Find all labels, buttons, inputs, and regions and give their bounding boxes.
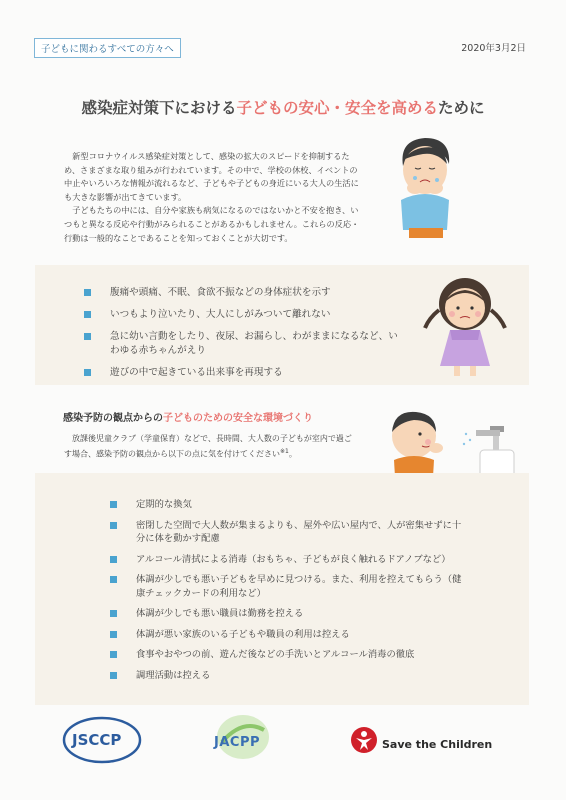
save-the-children-logo-icon bbox=[350, 726, 378, 754]
title-highlight: 子どもの安心・安全を高める bbox=[236, 99, 438, 117]
list-item: 密閉した空間で大人数が集まるよりも、屋外や広い屋内で、人が密集せずに十分に体を動かす配慮 bbox=[110, 519, 470, 546]
list-item: 体調が少しでも悪い子どもを早めに見つける。また、利用を控えてもらう（健康チェックカードの利用など） bbox=[110, 573, 470, 600]
list-item: 体調が少しでも悪い職員は勤務を控える bbox=[110, 607, 470, 621]
title-post: ために bbox=[438, 99, 485, 117]
section2-heading: 感染予防の観点からの子どものための安全な環境づくり bbox=[63, 413, 313, 424]
document-date: 2020年3月2日 bbox=[461, 43, 526, 54]
audience-tag: 子どもに関わるすべての方々へ bbox=[34, 38, 181, 58]
bullet-square-icon bbox=[84, 369, 91, 376]
jacpp-logo-text: JACPP bbox=[214, 735, 260, 750]
save-the-children-logo-text: Save the Children bbox=[382, 738, 493, 751]
bullet-square-icon bbox=[110, 522, 117, 529]
bullet-square-icon bbox=[110, 576, 117, 583]
list-item: 調理活動は控える bbox=[110, 669, 470, 683]
bullet-square-icon bbox=[84, 311, 91, 318]
list-item: いつもより泣いたり、大人にしがみついて離れない bbox=[84, 308, 404, 322]
sad-girl-illustration bbox=[420, 270, 510, 380]
footnote-mark: ※1 bbox=[280, 448, 289, 455]
list-item: 遊びの中で起きている出来事を再現する bbox=[84, 366, 404, 380]
measures-list bbox=[110, 498, 470, 689]
bullet-square-icon bbox=[110, 672, 117, 679]
intro-paragraph-1: 新型コロナウイルス感染症対策として、感染の拡大のスピードを抑制するため、さまざまな取り組みが行われています。その中で、学校の休校、イベントの中止やいろいろな情報が流れるなど、子どもや子どもの身近にいる大人の生活にも大きな影響が出てきています。 bbox=[64, 151, 359, 202]
reactions-list bbox=[84, 286, 404, 388]
list-item: 体調が悪い家族のいる子どもや職員の利用は控える bbox=[110, 628, 470, 642]
list-item: アルコール清拭による消毒（おもちゃ、子どもが良く触れるドアノブなど） bbox=[110, 553, 470, 567]
bullet-square-icon bbox=[84, 289, 91, 296]
bullet-square-icon bbox=[110, 651, 117, 658]
bullet-square-icon bbox=[110, 501, 117, 508]
list-item: 腹痛や頭痛、不眠、食欲不振などの身体症状を示す bbox=[84, 286, 404, 300]
list-item: 定期的な換気 bbox=[110, 498, 470, 512]
crying-boy-illustration bbox=[385, 130, 465, 240]
page-title bbox=[0, 96, 566, 118]
section2-paragraph: 放課後児童クラブ（学童保育）などで、長時間、大人数の子どもが室内で過ごす場合、感染予防の観点から以下の点に気を付けてください$^{※1}$。 bbox=[64, 434, 352, 459]
bullet-square-icon bbox=[110, 556, 117, 563]
list-item: 急に幼い言動をしたり、夜尿、お漏らし、わがままになるなど、いわゆる赤ちゃんがえり bbox=[84, 330, 404, 358]
jsccp-logo-text: JSCCP bbox=[72, 731, 122, 749]
list-item: 食事やおやつの前、遊んだ後などの手洗いとアルコール消毒の徹底 bbox=[110, 648, 470, 662]
title-pre: 感染症対策下における bbox=[81, 99, 237, 117]
bullet-square-icon bbox=[110, 610, 117, 617]
intro-text bbox=[64, 150, 360, 245]
bullet-square-icon bbox=[84, 333, 91, 340]
intro-paragraph-2: 子どもたちの中には、自分や家族も病気になるのではないかと不安を抱き、いつもと異なる反応や行動がみられることがあるかもしれません。これらの反応・行動は一般的なことであることを知っておくことが大切です。 bbox=[64, 205, 360, 243]
bullet-square-icon bbox=[110, 631, 117, 638]
